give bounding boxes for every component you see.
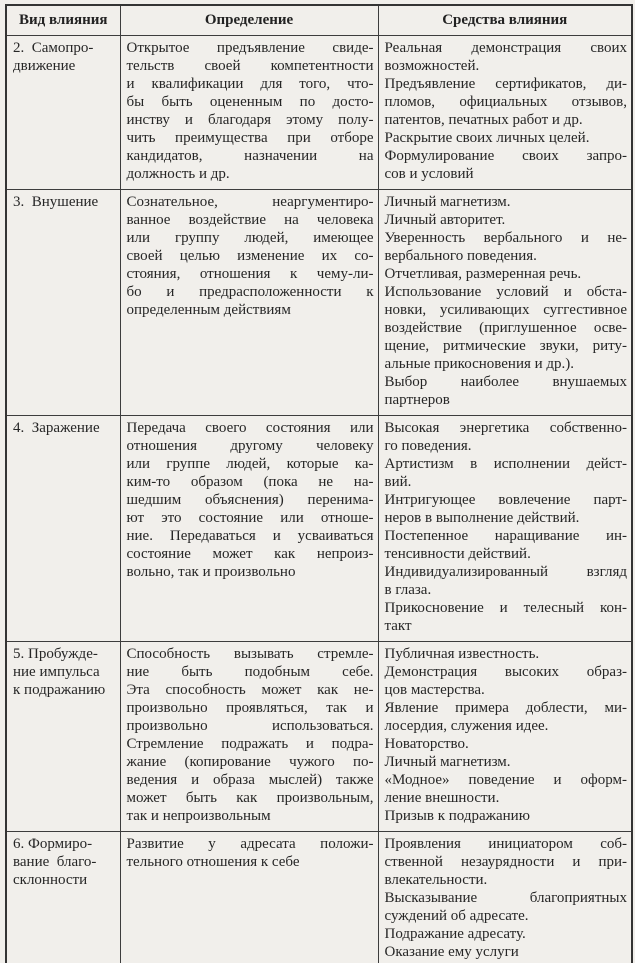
definition-line: может быть как произвольным, [126,790,374,806]
means-line: Публичная известность. [384,646,540,662]
means-line: Отчетливая, размеренная речь. [384,266,582,282]
definition-line: ведения и образа мыслей) также [126,772,374,788]
means-line: Использование условий и обста- [384,284,627,300]
definition-line: ким-то образом (пока не на- [126,474,374,490]
column-header-means: Средства влияния [378,5,632,36]
definition-line: чить преимущества при отборе [126,130,374,146]
definition-line: определенным действиям [126,302,291,318]
means-line: Явление примера доблести, ми- [384,700,627,716]
means-line: Раскрытие своих личных целей. [384,130,590,146]
definition-line: состояние может как непроиз- [126,546,374,562]
means-line: Предъявление сертификатов, ди- [384,76,627,92]
means-line: Личный магнетизм. [384,194,511,210]
means-line: Артистизм в исполнении дейст- [384,456,627,472]
means-line: Демонстрация высоких образ- [384,664,627,680]
means-cell [378,190,632,416]
definition-line: ют это состояние или отноше- [126,510,374,526]
means-cell [378,36,632,190]
definition-cell [120,416,378,642]
influence-type-line: к подражанию [13,682,106,698]
influence-type-cell [6,832,120,963]
definition-cell [120,642,378,832]
influence-type-line: 5. Пробужде- [13,646,98,662]
means-line: Личный авторитет. [384,212,506,228]
means-line: Реальная демонстрация своих [384,40,627,56]
influence-types-table [5,4,633,963]
influence-type-cell [6,642,120,832]
column-header-definition: Определение [120,5,378,36]
means-line: Постепенное наращивание ин- [384,528,627,544]
means-line: Уверенность вербального и не- [384,230,627,246]
definition-line: тельств своей компетентности [126,58,374,74]
definition-line: вольно, так и произвольно [126,564,296,580]
table-row [6,642,632,832]
definition-line: и квалификации для того, что- [126,76,374,92]
definition-line: ние. Передаваться и усваиваться [126,528,374,544]
means-line: го поведения. [384,438,472,454]
means-line: цов мастерства. [384,682,485,698]
means-line: пломов, официальных отзывов, [384,94,627,110]
means-line: Индивидуализированный взгляд [384,564,627,580]
definition-cell [120,190,378,416]
means-line: суждений об адресате. [384,908,529,924]
means-line: возможностей. [384,58,480,74]
influence-type-line: 3. Внушение [13,194,99,210]
means-line: «Модное» поведение и оформ- [384,772,627,788]
means-line: Интригующее вовлечение парт- [384,492,627,508]
definition-line: должность и др. [126,166,230,182]
means-line: щение, ритмические звуки, риту- [384,338,627,354]
definition-line: Сознательное, неаргументиро- [126,194,374,210]
means-line: Оказание ему услуги [384,944,519,960]
means-line: Выбор наиболее внушаемых [384,374,627,390]
influence-type-line: 4. Заражение [13,420,100,436]
means-line: вербального поведения. [384,248,537,264]
influence-type-line: 6. Формиро- [13,836,93,852]
definition-line: шедшим объяснения) перенима- [126,492,374,508]
means-line: Призыв к подражанию [384,808,530,824]
definition-line: произвольно использоваться. [126,718,374,734]
definition-line: Развитие у адресата положи- [126,836,374,852]
definition-line: или группе людей, которые ка- [126,456,374,472]
influence-type-cell [6,190,120,416]
definition-cell [120,832,378,963]
table-header-row [6,5,632,36]
definition-line: Передача своего состояния или [126,420,374,436]
column-header-influence-type: Вид влияния [6,5,120,36]
means-line: Личный магнетизм. [384,754,511,770]
definition-line: отношения другому человеку [126,438,374,454]
influence-type-line: ние импульса [13,664,100,680]
means-line: новки, усиливающих суггестивное [384,302,627,318]
definition-line: ванное воздействие на человека [126,212,374,228]
definition-line: так и непроизвольным [126,808,271,824]
definition-line: произвольно проявляться, так и [126,700,374,716]
influence-type-cell [6,416,120,642]
means-cell [378,832,632,963]
means-line: вий. [384,474,412,490]
definition-line: своей целью изменение их со- [126,248,374,264]
influence-type-line: движение [13,58,76,74]
influence-type-line: вание благо- [13,854,97,870]
definition-line: бо и предрасположенности к [126,284,374,300]
definition-line: Открытое предъявление свиде- [126,40,374,56]
means-cell [378,416,632,642]
table-row [6,832,632,963]
means-line: такт [384,618,412,634]
influence-type-line: 2. Самопро- [13,40,94,56]
means-line: партнеров [384,392,450,408]
means-line: Проявления инициатором соб- [384,836,627,852]
table-row [6,190,632,416]
means-line: Высокая энергетика собственно- [384,420,627,436]
definition-line: стояния, отношения к чему-ли- [126,266,374,282]
means-line: в глаза. [384,582,432,598]
means-line: Новаторство. [384,736,469,752]
means-line: тенсивности действий. [384,546,531,562]
definition-line: инству и благодаря этому полу- [126,112,374,128]
means-line: неров в выполнение действий. [384,510,580,526]
means-line: сов и условий [384,166,474,182]
means-line: влекательности. [384,872,488,888]
definition-line: Стремление подражать и подра- [126,736,374,752]
means-line: ление внешности. [384,790,500,806]
definition-line: жание (копирование чужого по- [126,754,374,770]
definition-line: бы быть оцененным по досто- [126,94,374,110]
means-line: Прикосновение и телесный кон- [384,600,627,616]
definition-line: Способность вызывать стремле- [126,646,374,662]
definition-line: или группу людей, имеющее [126,230,374,246]
table-row [6,416,632,642]
definition-line: тельного отношения к себе [126,854,300,870]
definition-line: Эта способность может как не- [126,682,374,698]
table-row [6,36,632,190]
means-line: лосердия, служения идее. [384,718,549,734]
means-line: Подражание адресату. [384,926,526,942]
definition-line: ние быть подобным себе. [126,664,374,680]
means-line: Формулирование своих запро- [384,148,627,164]
definition-cell [120,36,378,190]
means-line: Высказывание благоприятных [384,890,627,906]
means-line: воздействие (приглушенное осве- [384,320,627,336]
table-body [6,36,632,963]
means-line: альные прикосновения и др.). [384,356,575,372]
influence-type-line: склонности [13,872,88,888]
means-line: патентов, печатных работ и др. [384,112,583,128]
means-cell [378,642,632,832]
definition-line: кандидатов, назначении на [126,148,374,164]
influence-type-cell [6,36,120,190]
means-line: ственной незаурядности и при- [384,854,627,870]
